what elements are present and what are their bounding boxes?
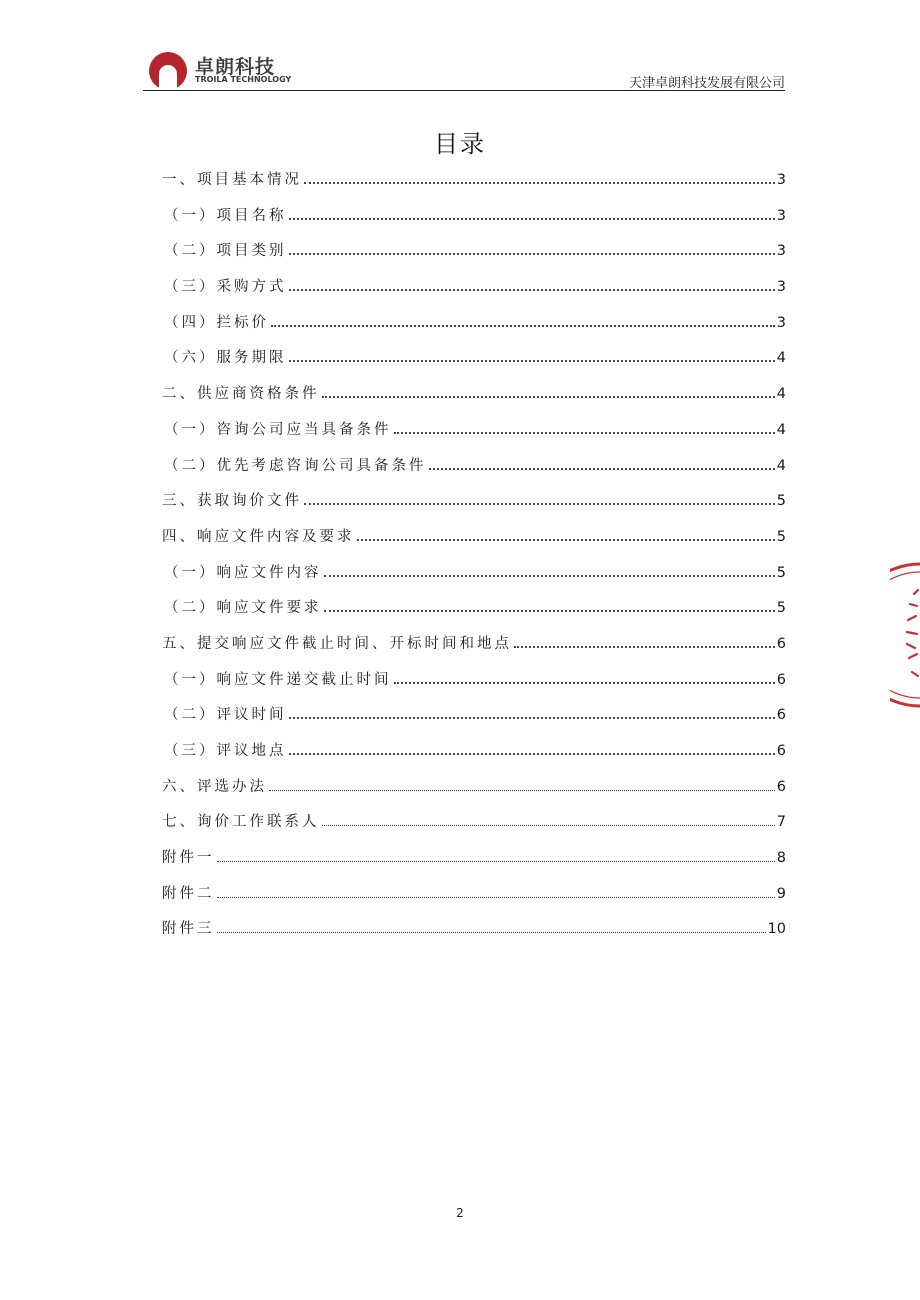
toc-dot-leader bbox=[271, 317, 775, 327]
toc-dot-leader bbox=[289, 352, 775, 362]
toc-entry[interactable] bbox=[162, 275, 786, 311]
toc-entry-label: 五、提交响应文件截止时间、开标时间和地点 bbox=[162, 635, 512, 652]
toc-entry[interactable] bbox=[162, 561, 786, 597]
toc-dot-leader bbox=[269, 782, 775, 791]
toc-entry-label: （一）响应文件递交截止时间 bbox=[164, 671, 392, 688]
toc-entry-label: （四）拦标价 bbox=[164, 314, 269, 331]
toc-entry-page: 8 bbox=[776, 850, 786, 867]
toc-entry[interactable] bbox=[162, 346, 786, 382]
toc-dot-leader bbox=[289, 745, 775, 755]
toc-entry-label: （三）评议地点 bbox=[164, 743, 287, 759]
logo-text-en: TROILA TECHNOLOGY bbox=[195, 75, 292, 84]
toc-entry[interactable] bbox=[162, 668, 786, 704]
toc-dot-leader bbox=[304, 495, 775, 505]
toc-dot-leader bbox=[357, 531, 775, 541]
toc-entry[interactable] bbox=[162, 168, 786, 204]
toc-entry[interactable] bbox=[162, 525, 786, 561]
toc-entry-page: 6 bbox=[776, 635, 786, 652]
toc-entry-page: 4 bbox=[776, 386, 786, 403]
toc-entry-page: 6 bbox=[776, 778, 786, 795]
toc-entry-label: 六、评选办法 bbox=[162, 778, 267, 795]
logo-text-cn: 卓朗科技 bbox=[195, 56, 276, 78]
toc-entry[interactable] bbox=[162, 239, 786, 275]
toc-entry[interactable] bbox=[162, 632, 786, 668]
toc-dot-leader bbox=[304, 174, 775, 184]
toc-entry[interactable] bbox=[162, 917, 786, 953]
toc-entry-page: 9 bbox=[776, 885, 786, 902]
toc-dot-leader bbox=[429, 460, 775, 470]
company-name: 天津卓朗科技发展有限公司 bbox=[628, 76, 785, 91]
toc-entry-label: （一）响应文件内容 bbox=[164, 564, 322, 581]
toc-entry[interactable] bbox=[162, 489, 786, 525]
toc-entry-page: 3 bbox=[776, 279, 786, 296]
toc-entry[interactable] bbox=[162, 382, 786, 418]
toc-entry-page: 3 bbox=[776, 314, 786, 331]
toc-entry-page: 5 bbox=[776, 528, 786, 545]
toc-entry[interactable] bbox=[162, 810, 786, 846]
toc-entry-label: 附件三 bbox=[162, 921, 215, 938]
toc-entry-label: 一、项目基本情况 bbox=[162, 172, 302, 188]
toc-entry-label: 四、响应文件内容及要求 bbox=[162, 528, 355, 545]
toc-entry-page: 3 bbox=[776, 207, 786, 224]
toc-entry-label: （二）优先考虑咨询公司具备条件 bbox=[164, 457, 427, 474]
toc-dot-leader bbox=[324, 567, 775, 577]
header-divider bbox=[143, 90, 785, 91]
toc-entry-page: 6 bbox=[776, 743, 786, 759]
toc-entry[interactable] bbox=[162, 882, 786, 918]
toc-entry-label: （二）项目类别 bbox=[164, 243, 287, 260]
toc-entry-label: 三、获取询价文件 bbox=[162, 493, 302, 510]
toc-entry[interactable] bbox=[162, 596, 786, 632]
toc-entry[interactable] bbox=[162, 739, 786, 775]
toc-dot-leader bbox=[217, 889, 775, 898]
toc-entry-page: 5 bbox=[776, 600, 786, 617]
toc-entry-page: 3 bbox=[776, 243, 786, 260]
page-title: 目录 bbox=[434, 130, 486, 158]
toc-dot-leader bbox=[289, 281, 775, 291]
toc-dot-leader bbox=[514, 638, 775, 648]
toc-entry-page: 6 bbox=[776, 671, 786, 688]
toc-dot-leader bbox=[289, 210, 775, 220]
toc-entry-page: 5 bbox=[776, 564, 786, 581]
toc-entry-page: 4 bbox=[776, 350, 786, 367]
toc-entry[interactable] bbox=[162, 775, 786, 811]
toc-entry-label: （六）服务期限 bbox=[164, 350, 287, 367]
toc-entry-page: 6 bbox=[776, 707, 786, 724]
toc-entry-label: 附件二 bbox=[162, 885, 215, 902]
toc-entry[interactable] bbox=[162, 204, 786, 240]
toc-dot-leader bbox=[217, 853, 775, 862]
toc-entry[interactable] bbox=[162, 418, 786, 454]
toc-entry[interactable] bbox=[162, 311, 786, 347]
toc-entry[interactable] bbox=[162, 846, 786, 882]
toc-entry-label: （一）咨询公司应当具备条件 bbox=[164, 421, 392, 438]
toc-entry-page: 4 bbox=[776, 421, 786, 438]
toc-dot-leader bbox=[289, 245, 775, 255]
official-seal-stamp bbox=[890, 560, 920, 710]
toc-entry[interactable] bbox=[162, 703, 786, 739]
toc-dot-leader bbox=[394, 424, 775, 434]
toc-entry-page: 7 bbox=[776, 814, 786, 831]
toc-dot-leader bbox=[289, 709, 775, 719]
toc-entry-label: 二、供应商资格条件 bbox=[162, 386, 320, 403]
toc-entry-page: 4 bbox=[776, 457, 786, 474]
toc-entry-label: 七、询价工作联系人 bbox=[162, 814, 320, 831]
toc-entry-page: 10 bbox=[767, 921, 786, 938]
toc-entry[interactable] bbox=[162, 454, 786, 490]
toc-entry-label: 附件一 bbox=[162, 850, 215, 867]
toc-entry-page: 3 bbox=[776, 172, 786, 188]
page-number: 2 bbox=[456, 1206, 464, 1220]
troila-logo-icon bbox=[147, 50, 189, 92]
toc-entry-label: （三）采购方式 bbox=[164, 279, 287, 296]
toc-entry-label: （二）响应文件要求 bbox=[164, 600, 322, 617]
toc-dot-leader bbox=[324, 602, 775, 612]
toc-entry-label: （一）项目名称 bbox=[164, 207, 287, 224]
toc-dot-leader bbox=[322, 388, 775, 398]
toc-entry-page: 5 bbox=[776, 493, 786, 510]
toc-dot-leader bbox=[322, 817, 775, 826]
table-of-contents bbox=[162, 168, 786, 953]
toc-dot-leader bbox=[394, 674, 775, 684]
toc-dot-leader bbox=[217, 924, 766, 933]
toc-entry-label: （二）评议时间 bbox=[164, 707, 287, 724]
page-header bbox=[143, 44, 785, 92]
